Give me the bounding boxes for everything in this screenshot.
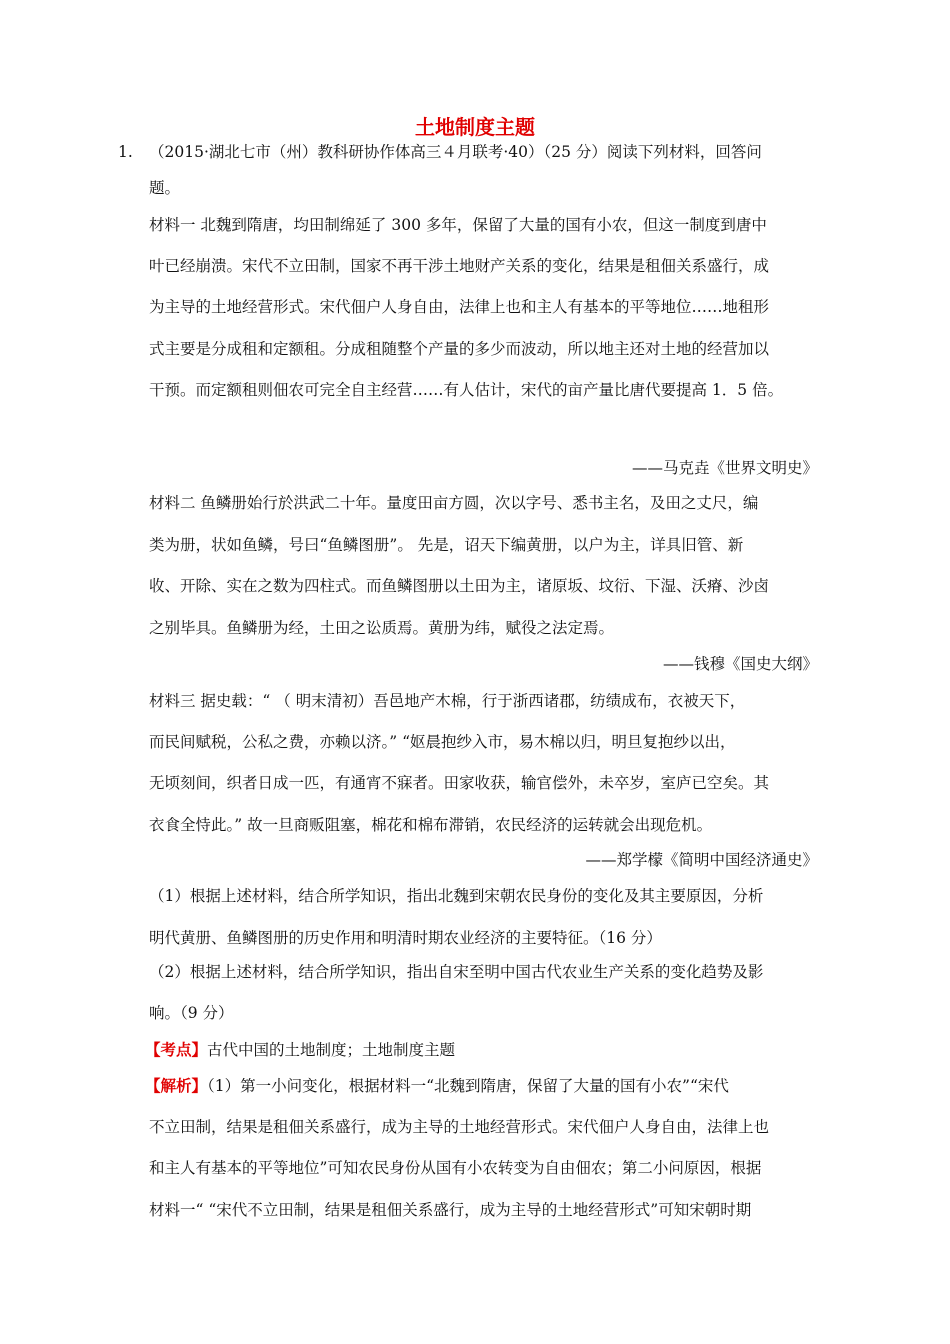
material3-source: ——郑学檬《简明中国经济通史》	[585, 851, 818, 869]
jiexi-first-line: （1）第一小问变化，根据材料一“北魏到隋唐，保留了大量的国有小农”“宋代	[207, 1077, 729, 1095]
subquestion2-line: 响。（9 分）	[149, 1004, 234, 1022]
material2-source: ——钱穆《国史大纲》	[662, 655, 818, 673]
material1-line: 式主要是分成租和定额租。分成租随整个产量的多少而波动，所以地主还对土地的经营加以	[149, 340, 770, 358]
material2-line: 类为册，状如鱼鳞，号曰“鱼鳞图册”。 先是，诏天下编黄册，以户为主，详具旧管、新	[149, 536, 744, 554]
question-number: 1.	[118, 143, 133, 161]
jiexi-row	[145, 1074, 729, 1098]
material3-line: 而民间赋税，公私之费，亦赖以济。” “妪晨抱纱入市，易木棉以归，明旦复抱纱以出，	[149, 733, 736, 751]
material1-line: 为主导的土地经营形式。宋代佃户人身自由，法律上也和主人有基本的平等地位……地租形	[149, 298, 770, 316]
material3-line: 衣食全恃此。” 故一旦商贩阻塞，棉花和棉布滞销，农民经济的运转就会出现危机。	[149, 816, 713, 834]
material3-line: 材料三 据史载：“ （ 明末清初）吾邑地产木棉，行于浙西诸郡，纺绩成布，衣被天下，	[149, 692, 746, 710]
material1-source: ——马克垚《世界文明史》	[631, 459, 818, 477]
material2-line: 材料二 鱼鳞册始行於洪武二十年。量度田亩方圆，次以字号、悉书主名，及田之丈尺，编	[149, 494, 759, 512]
material2-line: 之别毕具。鱼鳞册为经，土田之讼质焉。黄册为纬，赋役之法定焉。	[149, 619, 615, 637]
material2-line: 收、开除、实在之数为四柱式。而鱼鳞图册以土田为主，诸原坂、坟衍、下湿、沃瘠、沙卤	[149, 577, 770, 595]
kaodian-tag: 【考点】	[145, 1040, 208, 1059]
material1-line: 干预。而定额租则佃农可完全自主经营……有人估计，宋代的亩产量比唐代要提高 1．5 倍。	[149, 381, 784, 399]
kaodian-row	[145, 1038, 455, 1062]
kaodian-text: 古代中国的土地制度；土地制度主题	[207, 1041, 456, 1059]
jiexi-tag: 【解析】	[145, 1076, 208, 1095]
subquestion1-line: （1）根据上述材料，结合所学知识，指出北魏到宋朝农民身份的变化及其主要原因，分析	[149, 887, 764, 905]
material3-line: 无顷刻间，织者日成一匹，有通宵不寐者。田家收获，输官偿外，未卒岁，室庐已空矣。其	[149, 774, 770, 792]
question-header-line: 题。	[149, 179, 181, 197]
jiexi-line: 不立田制，结果是租佃关系盛行，成为主导的土地经营形式。宋代佃户人身自由，法律上也	[149, 1118, 770, 1136]
question-header-line: （2015·湖北七市（州）教科研协作体高三４月联考·40）（25 分）阅读下列材料，回答问	[149, 143, 762, 161]
subquestion1-line: 明代黄册、鱼鳞图册的历史作用和明清时期农业经济的主要特征。（16 分）	[149, 929, 662, 947]
page-title: 土地制度主题	[415, 115, 535, 139]
jiexi-line: 材料一“ “宋代不立田制，结果是租佃关系盛行，成为主导的土地经营形式”可知宋朝时期	[149, 1201, 752, 1219]
material1-line: 叶已经崩溃。宋代不立田制，国家不再干涉土地财产关系的变化，结果是租佃关系盛行，成	[149, 257, 770, 275]
material1-line: 材料一 北魏到隋唐，均田制绵延了 300 多年，保留了大量的国有小农，但这一制度到唐中	[149, 216, 767, 234]
jiexi-line: 和主人有基本的平等地位”可知农民身份从国有小农转变为自由佃农；第二小问原因，根据	[149, 1159, 762, 1177]
subquestion2-line: （2）根据上述材料，结合所学知识，指出自宋至明中国古代农业生产关系的变化趋势及影	[149, 963, 764, 981]
